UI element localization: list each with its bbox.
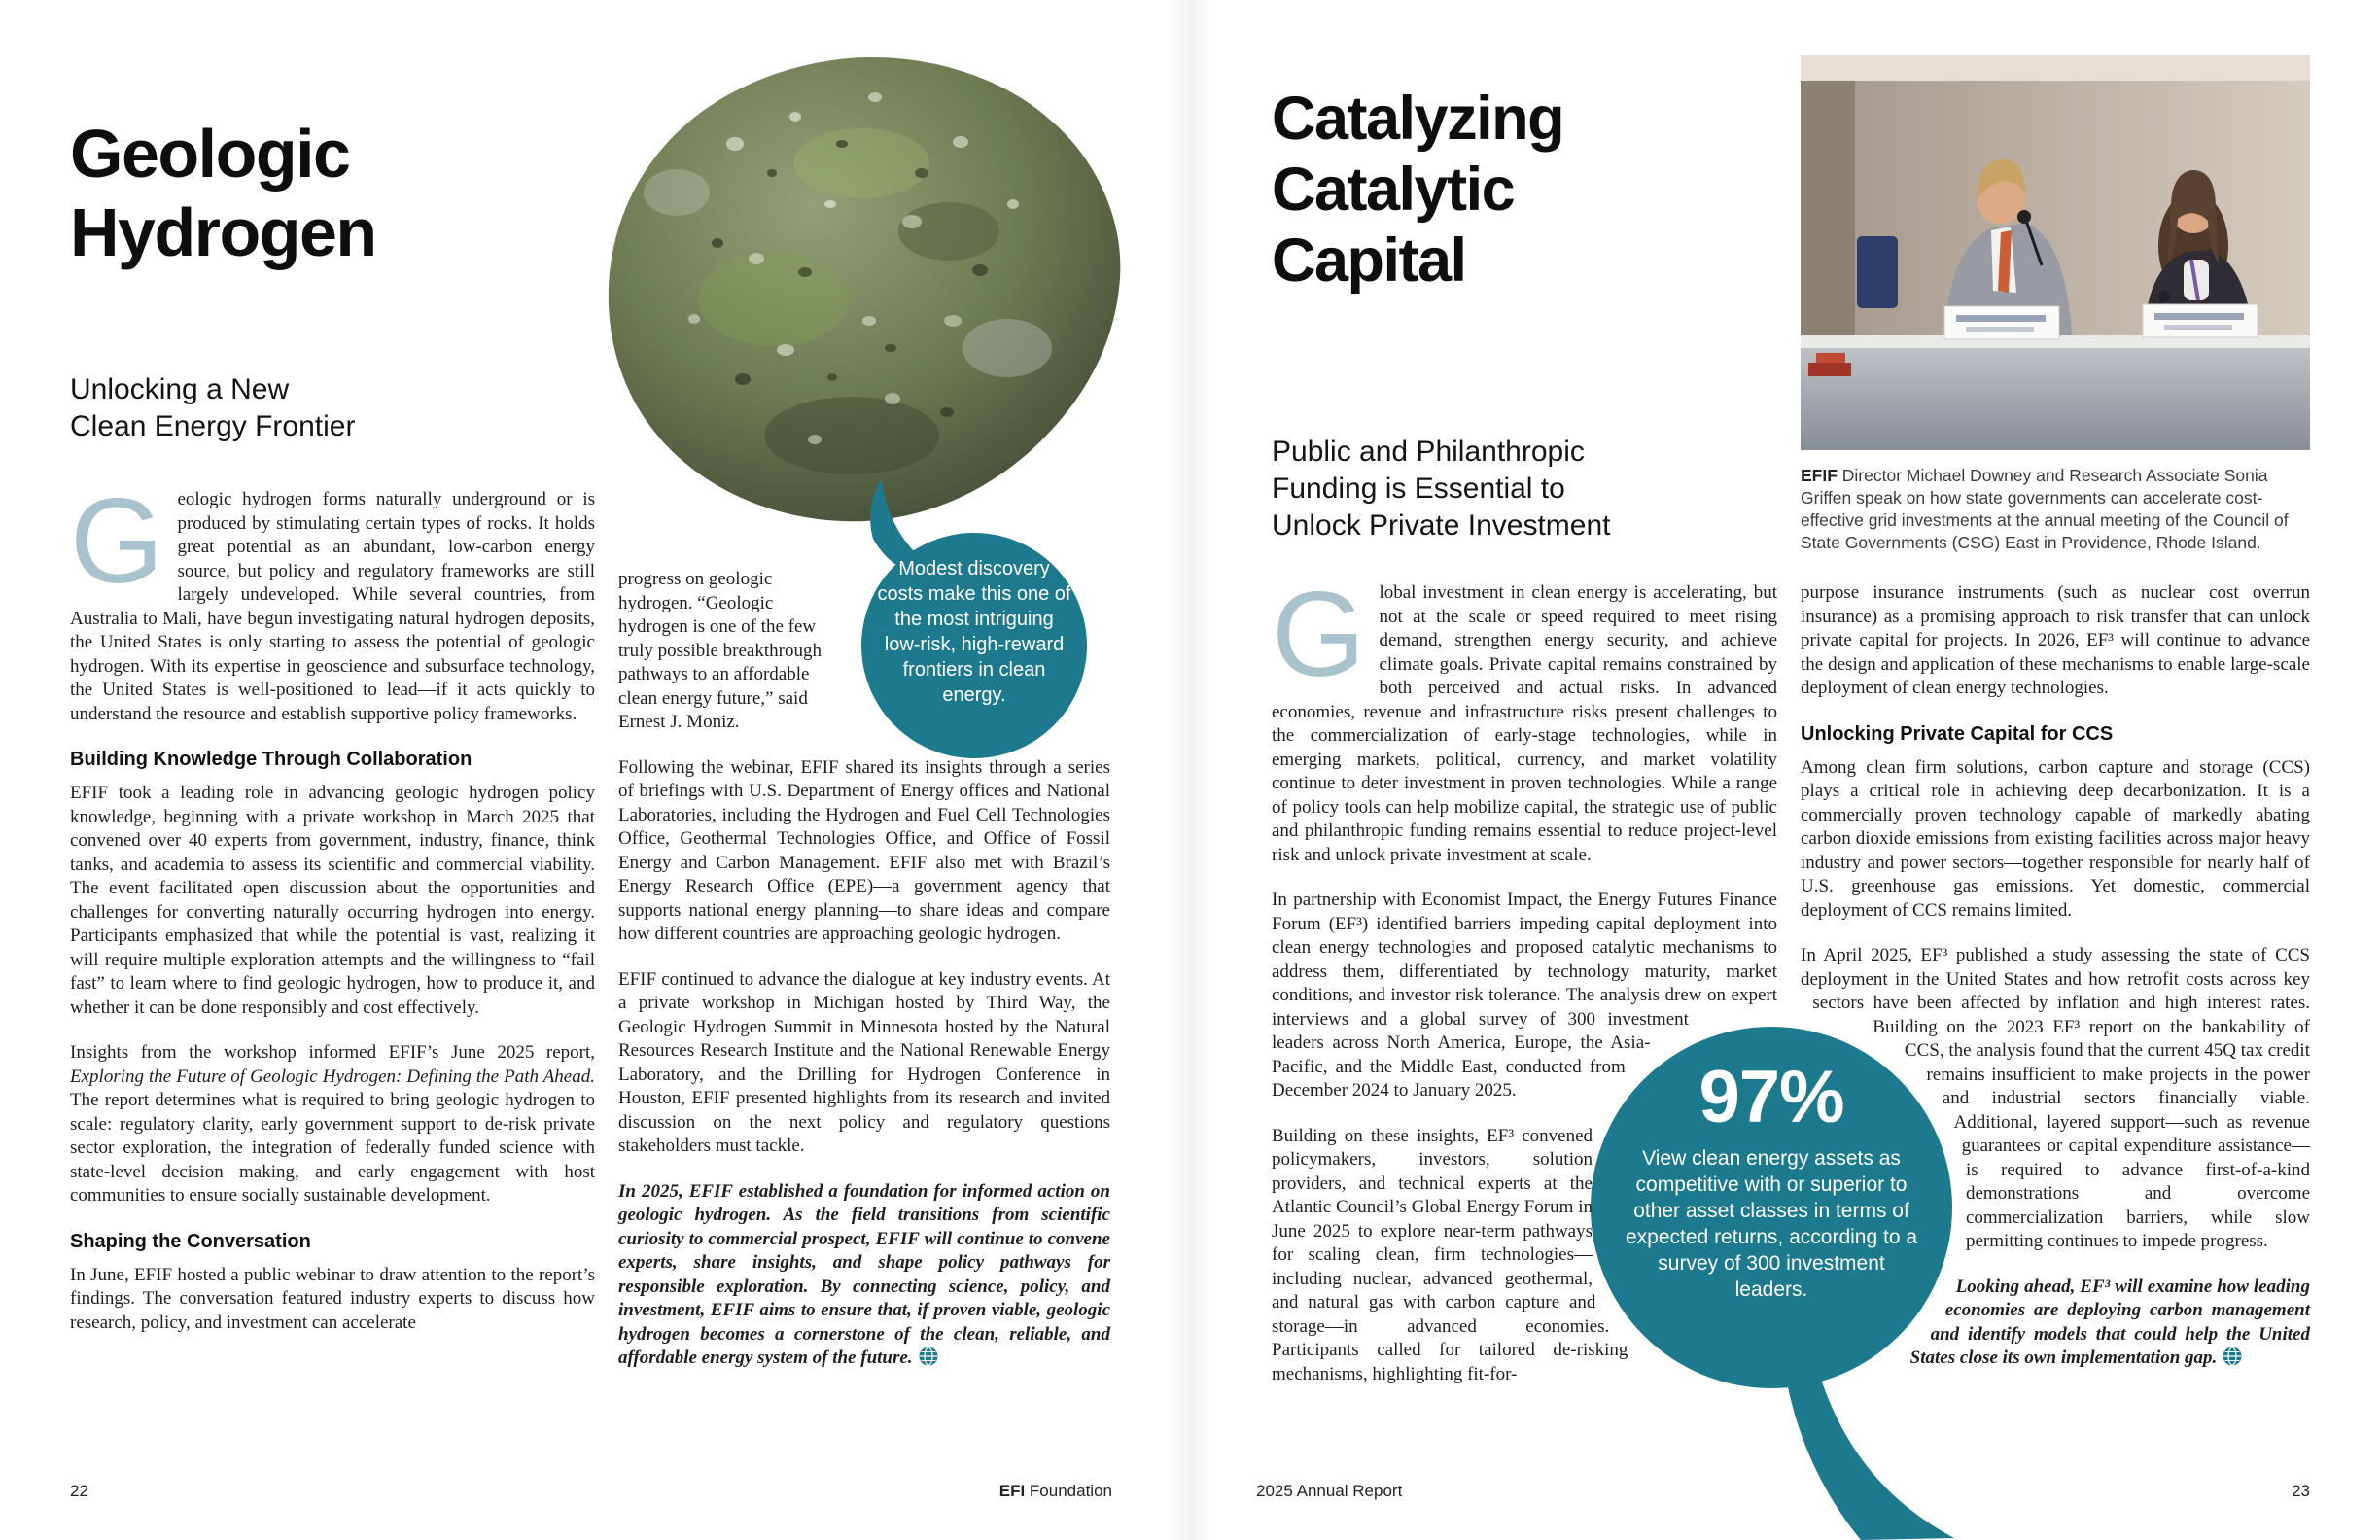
left-column-1 bbox=[70, 474, 595, 1356]
paragraph-ef3: In partnership with Economist Impact, the Energy Futures Finance Forum (EF³) identified barriers impeding capital deployment into clean energy technologies and proposed catalytic mechanisms to address them, differentiated by technology maturity, market conditions, and investor risk tolerance. The analysis drew on expert interviews and a global survey of 300 investment leaders across North America, Europe, the Asia-Pacific, and the Middle East, conducted from December 2024 to January 2025. bbox=[1272, 890, 1777, 1101]
right-column-2 bbox=[1801, 581, 2310, 1402]
callout-text: Modest discovery costs make this one of the most intriguing low-risk, high-reward frontiers in clean energy. bbox=[877, 558, 1071, 706]
paragraph-report bbox=[70, 1041, 595, 1208]
report-text-pre: Insights from the workshop informed EFIF’s June 2025 report, bbox=[70, 1042, 595, 1063]
stat-description: View clean energy assets as competitive with or superior to other asset classes in terms of expected returns, according to a survey of 300 investment leaders. bbox=[1626, 1147, 1918, 1301]
paragraph-forum: Building on these insights, EF³ convened policymakers, investors, solution providers, and technical experts at the Atlantic Council’s Global Energy Forum in June 2025 to explore near-term pathways for scaling clean, firm technologies—including nuclear, advanced geothermal, and natural gas with carbon capture and storage—in advanced economies. Participants called for tailored de-risking mechanisms, highlighting fit-for- bbox=[1272, 1125, 1628, 1384]
title-line: Catalyzing bbox=[1272, 85, 1564, 153]
page-number: 22 bbox=[70, 1482, 88, 1500]
right-page-title bbox=[1272, 84, 1563, 297]
footer-brand bbox=[999, 1482, 1112, 1501]
footer-brand-rest: Foundation bbox=[1025, 1482, 1112, 1500]
paragraph-webinar: In June, EFIF hosted a public webinar to draw attention to the report’s findings. The conversation featured industry experts to discuss how research, policy, and investment can accelerate bbox=[70, 1264, 595, 1333]
report-title-italic: Exploring the Future of Geologic Hydrogen: Defining the Path Ahead. bbox=[70, 1066, 595, 1087]
intro-paragraph bbox=[1272, 568, 1777, 867]
intro-paragraph bbox=[70, 474, 595, 726]
closing-text: Looking ahead, EF³ will examine how leading economies are deploying carbon management and identify models that could help the United States close its own implementation gap. bbox=[1909, 1276, 2310, 1368]
title-line: Catalytic bbox=[1272, 156, 1515, 224]
footer-report-label: 2025 Annual Report bbox=[1256, 1482, 1403, 1500]
page-right bbox=[1190, 0, 2380, 1540]
paragraph-ccs-1: Among clean firm solutions, carbon capture and storage (CCS) plays a critical role in achieving deep decarbonization. It is a commercially proven technology capable of markedly abating carbon dioxide emissions from existing facilities across major heavy industry and power sectors—together responsible for nearly half of U.S. greenhouse gas emissions. Yet domestic, commercial deployment of CCS remains limited. bbox=[1801, 756, 2310, 921]
closing-paragraph bbox=[618, 1180, 1110, 1374]
right-page-subtitle bbox=[1272, 434, 1610, 544]
stat-value: 97% bbox=[1698, 1056, 1844, 1138]
paragraph-ccs-2: In April 2025, EF³ published a study assessing the state of CCS deployment in the United States and how retrofit costs across key sectors have been affected by inflation and high interest rates. Building on the 2023 EF³ report on the bankability of CCS, the analysis found that the current 45Q tax credit remains insufficient to make projects in the power and industrial sectors financially viable. Additional, layered support—such as revenue guarantees or capital expenditure assistance—is required to advance first-of-a-kind demonstrations and overcome commercialization barriers, while slow permitting continues to impede progress. bbox=[1801, 945, 2310, 1251]
paragraph-progress: progress on geologic hydrogen. “Geologic hydrogen is one of the few truly possible breakthrough pathways to an affordable clean energy future,” said Ernest J. Moniz. bbox=[618, 569, 822, 732]
footer-brand-bold: EFI bbox=[998, 1482, 1026, 1500]
section-heading-conversation: Shaping the Conversation bbox=[70, 1230, 311, 1252]
subtitle-line: Unlock Private Investment bbox=[1272, 509, 1611, 542]
left-page-footer bbox=[0, 1482, 1190, 1501]
dropcap-g: G bbox=[1272, 568, 1366, 702]
left-page-title bbox=[70, 115, 376, 272]
subtitle-line: Unlocking a New bbox=[70, 373, 290, 405]
left-page-subtitle bbox=[70, 371, 355, 445]
title-line: Geologic bbox=[70, 116, 350, 192]
panel-photo bbox=[1801, 54, 2310, 451]
intro-text: eologic hydrogen forms naturally underground or is produced by stimulating certain types of rocks. It holds great potential as an abundant, low-carbon energy source, but policy and regulatory frameworks are still largely undeveloped. While several countries, from Australia to Mali, have begun investigating natural hydrogen deposits, the United States is only starting to assess the potential of geologic hydrogen. With its expertise in geoscience and subsurface technology, the United States is well-positioned to lead—if it acts quickly to understand the resource and establish supportive policy frameworks. bbox=[70, 489, 595, 724]
paragraph-insurance: purpose insurance instruments (such as nuclear cost overrun insurance) as a promising approach to risk transfer that can unlock private capital for projects. In 2026, EF³ will continue to advance the design and application of these mechanisms to enable large-scale deployment of clean energy technologies. bbox=[1801, 582, 2310, 698]
caption-lead-bold: EFIF bbox=[1801, 466, 1838, 485]
paragraph-workshop: EFIF took a leading role in advancing geologic hydrogen policy knowledge, beginning with a private workshop in March 2025 that convened over 40 experts from government, industry, finance, think tanks, and academia to assess its scientific and commercial viability. The event facilitated open discussion about the opportunities and challenges for converting naturally occurring hydrogen into energy. Participants emphasized that while the potential is vast, realizing it will require multiple exploration attempts and the willingness to “fail fast” to learn where to find geologic hydrogen, how to produce it, and whether it can be done responsibly and cost effectively. bbox=[70, 783, 595, 1018]
left-column-2 bbox=[618, 568, 1110, 1395]
report-text-post: The report determines what is required to bring geologic hydrogen to scale: regulatory clarity, early government support to de-risk private sector exploration, the integration of federally funded science with state-level decision making, and early engagement with host communities to ensure socially sustainable development. bbox=[70, 1090, 595, 1206]
dropcap-g: G bbox=[70, 474, 164, 609]
intro-text: lobal investment in clean energy is accelerating, but not at the scale or speed required to meet rising demand, strengthen energy security, and achieve climate goals. Private capital remains constrained by both perceived and actual risks. In advanced economies, revenue and infrastructure risks present challenges to the commercialization of early-stage technologies, while in emerging markets, political, currency, and market volatility continue to deter investment in proven technologies. While a range of policy tools can help mobilize capital, the strategic use of public and philanthropic funding remains essential to reduce project-level risk and unlock private investment at scale. bbox=[1272, 582, 1777, 865]
photo-caption bbox=[1801, 465, 2310, 554]
paragraph-briefings: Following the webinar, EFIF shared its insights through a series of briefings with U.S. Department of Energy offices and National Laboratories, including the Hydrogen and Fuel Cell Technologies Office, Geothermal Technologies Office, and Office of Fossil Energy and Carbon Management. EFIF also met with Brazil’s Energy Research Office (EPE)—a government agency that supports national energy planning—to share ideas and compare how different countries are approaching geologic hydrogen. bbox=[618, 756, 1110, 944]
section-heading-collaboration: Building Knowledge Through Collaboration bbox=[70, 749, 472, 770]
globe-icon bbox=[919, 1347, 938, 1374]
page-number: 23 bbox=[2292, 1482, 2310, 1500]
right-page-footer bbox=[1190, 1482, 2380, 1501]
right-column-1 bbox=[1272, 568, 1777, 1408]
subtitle-line: Funding is Essential to bbox=[1272, 472, 1565, 505]
paragraph-events: EFIF continued to advance the dialogue at key industry events. At a private workshop in Michigan hosted by Third Way, the Geologic Hydrogen Summit in Minnesota hosted by the Natural Resources Research Institute and the National Renewable Energy Laboratory, and the Drilling for Hydrogen Conference in Houston, EFIF presented highlights from its research and invited discussion on the next policy and regulatory questions stakeholders must tackle. bbox=[618, 968, 1110, 1156]
globe-icon bbox=[2222, 1347, 2242, 1374]
subtitle-line: Clean Energy Frontier bbox=[70, 410, 356, 442]
subtitle-line: Public and Philanthropic bbox=[1272, 436, 1585, 468]
title-line: Capital bbox=[1272, 227, 1466, 295]
section-heading-ccs: Unlocking Private Capital for CCS bbox=[1801, 722, 2114, 745]
closing-text: In 2025, EFIF established a foundation for informed action on geologic hydrogen. As the field transitions from scientific curiosity to commercial prospect, EFIF will continue to convene experts, share insights, and shape policy pathways for responsible exploration. By connecting science, policy, and investment, EFIF aims to ensure that, if proven viable, geologic hydrogen becomes a cornerstone of the clean, reliable, and affordable energy system of the future. bbox=[618, 1180, 1110, 1368]
caption-text: Director Michael Downey and Research Associate Sonia Griffen speak on how state governments can accelerate cost-effective grid investments at the annual meeting of the Council of State Governments (CSG) East in Providence, Rhode Island. bbox=[1801, 466, 2289, 552]
title-line: Hydrogen bbox=[70, 194, 376, 270]
